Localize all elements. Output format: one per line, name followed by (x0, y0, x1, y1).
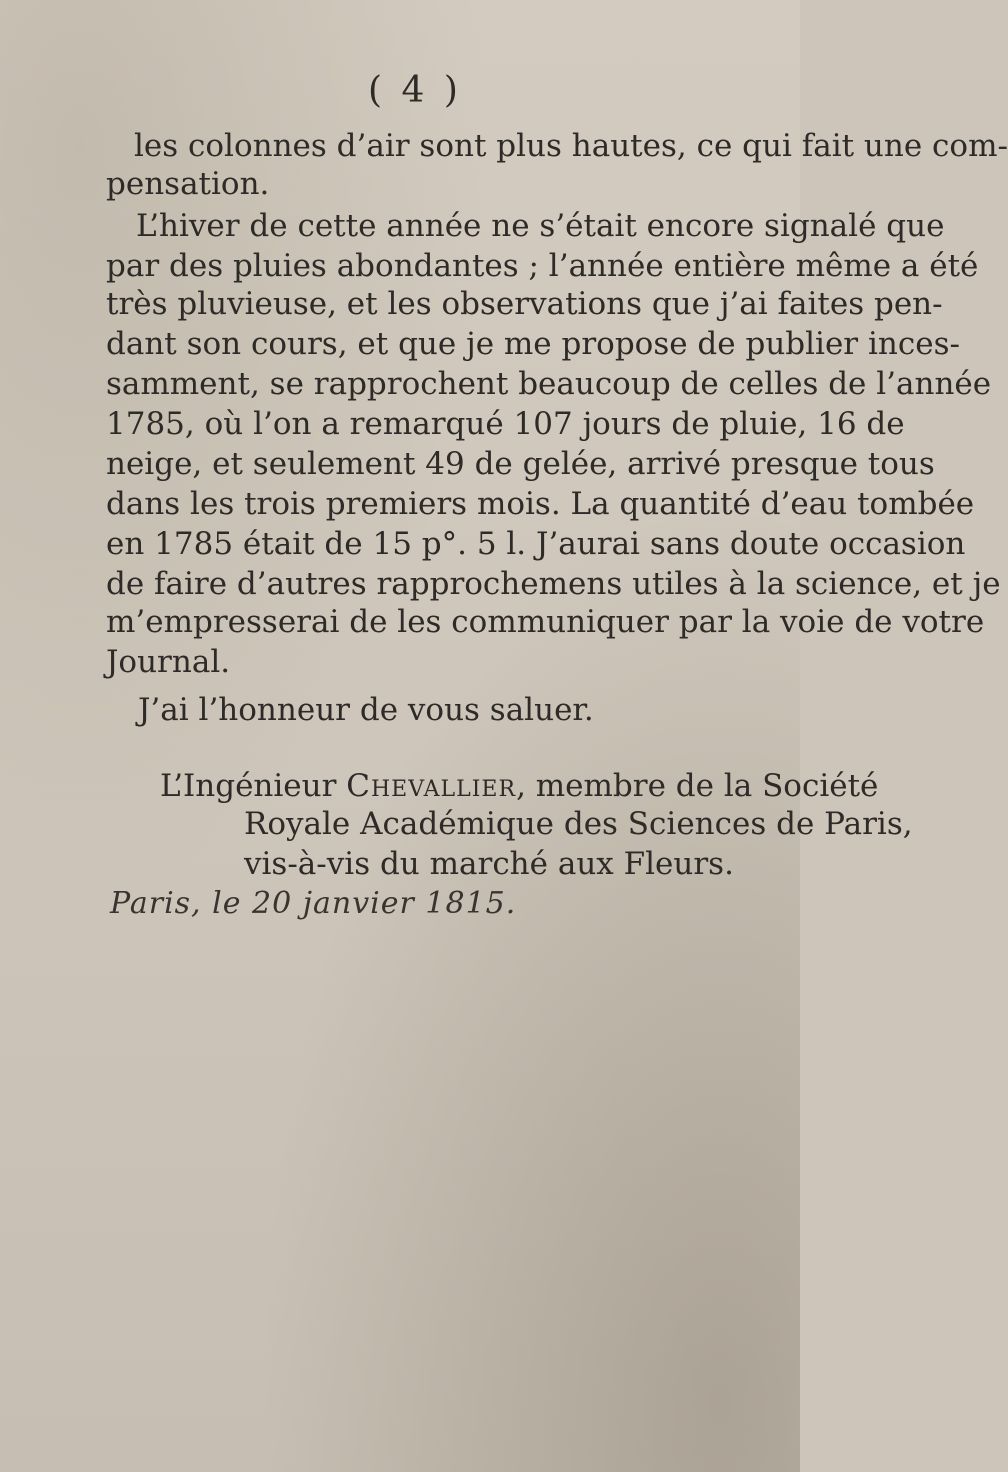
text-line: par des pluies abondantes ; l’année entière même a été (106, 248, 979, 284)
salutation: J’ai l’honneur de vous saluer. (138, 692, 594, 728)
signature-name: Chevallier (346, 768, 517, 804)
text-line: en 1785 était de 15 p°. 5 l. J’aurai sans doute occasion (106, 526, 966, 562)
text-line: dans les trois premiers mois. La quantité d’eau tombée (106, 486, 975, 522)
text-line: les colonnes d’air sont plus hautes, ce qui fait une com- (134, 128, 1008, 164)
text-line: m’empresserai de les communiquer par la voie de votre (106, 604, 985, 640)
text-line: samment, se rapprochent beaucoup de celles de l’année (106, 366, 992, 402)
text-line: de faire d’autres rapprochemens utiles à la science, et je (106, 566, 1001, 602)
text-line: 1785, où l’on a remarqué 107 jours de pluie, 16 de (106, 406, 905, 442)
text-line: Journal. (106, 644, 231, 680)
signature-title-suffix: , membre de la Société (516, 768, 879, 804)
page-number: ( 4 ) (368, 70, 462, 111)
text-line: pensation. (106, 166, 270, 202)
text-line: L’hiver de cette année ne s’était encore signalé que (136, 208, 945, 244)
text-line: dant son cours, et que je me propose de publier inces- (106, 326, 960, 362)
signature-line-3: vis-à-vis du marché aux Fleurs. (244, 846, 734, 882)
text-line: neige, et seulement 49 de gelée, arrivé presque tous (106, 446, 935, 482)
signature-line-2: Royale Académique des Sciences de Paris, (244, 806, 913, 842)
text-line: très pluvieuse, et les observations que j’ai faites pen- (106, 286, 943, 322)
signature-title-prefix: L’Ingénieur (160, 768, 337, 804)
signature-line-1 (160, 768, 878, 804)
handwritten-dateline: Paris, le 20 janvier 1815. (110, 886, 517, 921)
